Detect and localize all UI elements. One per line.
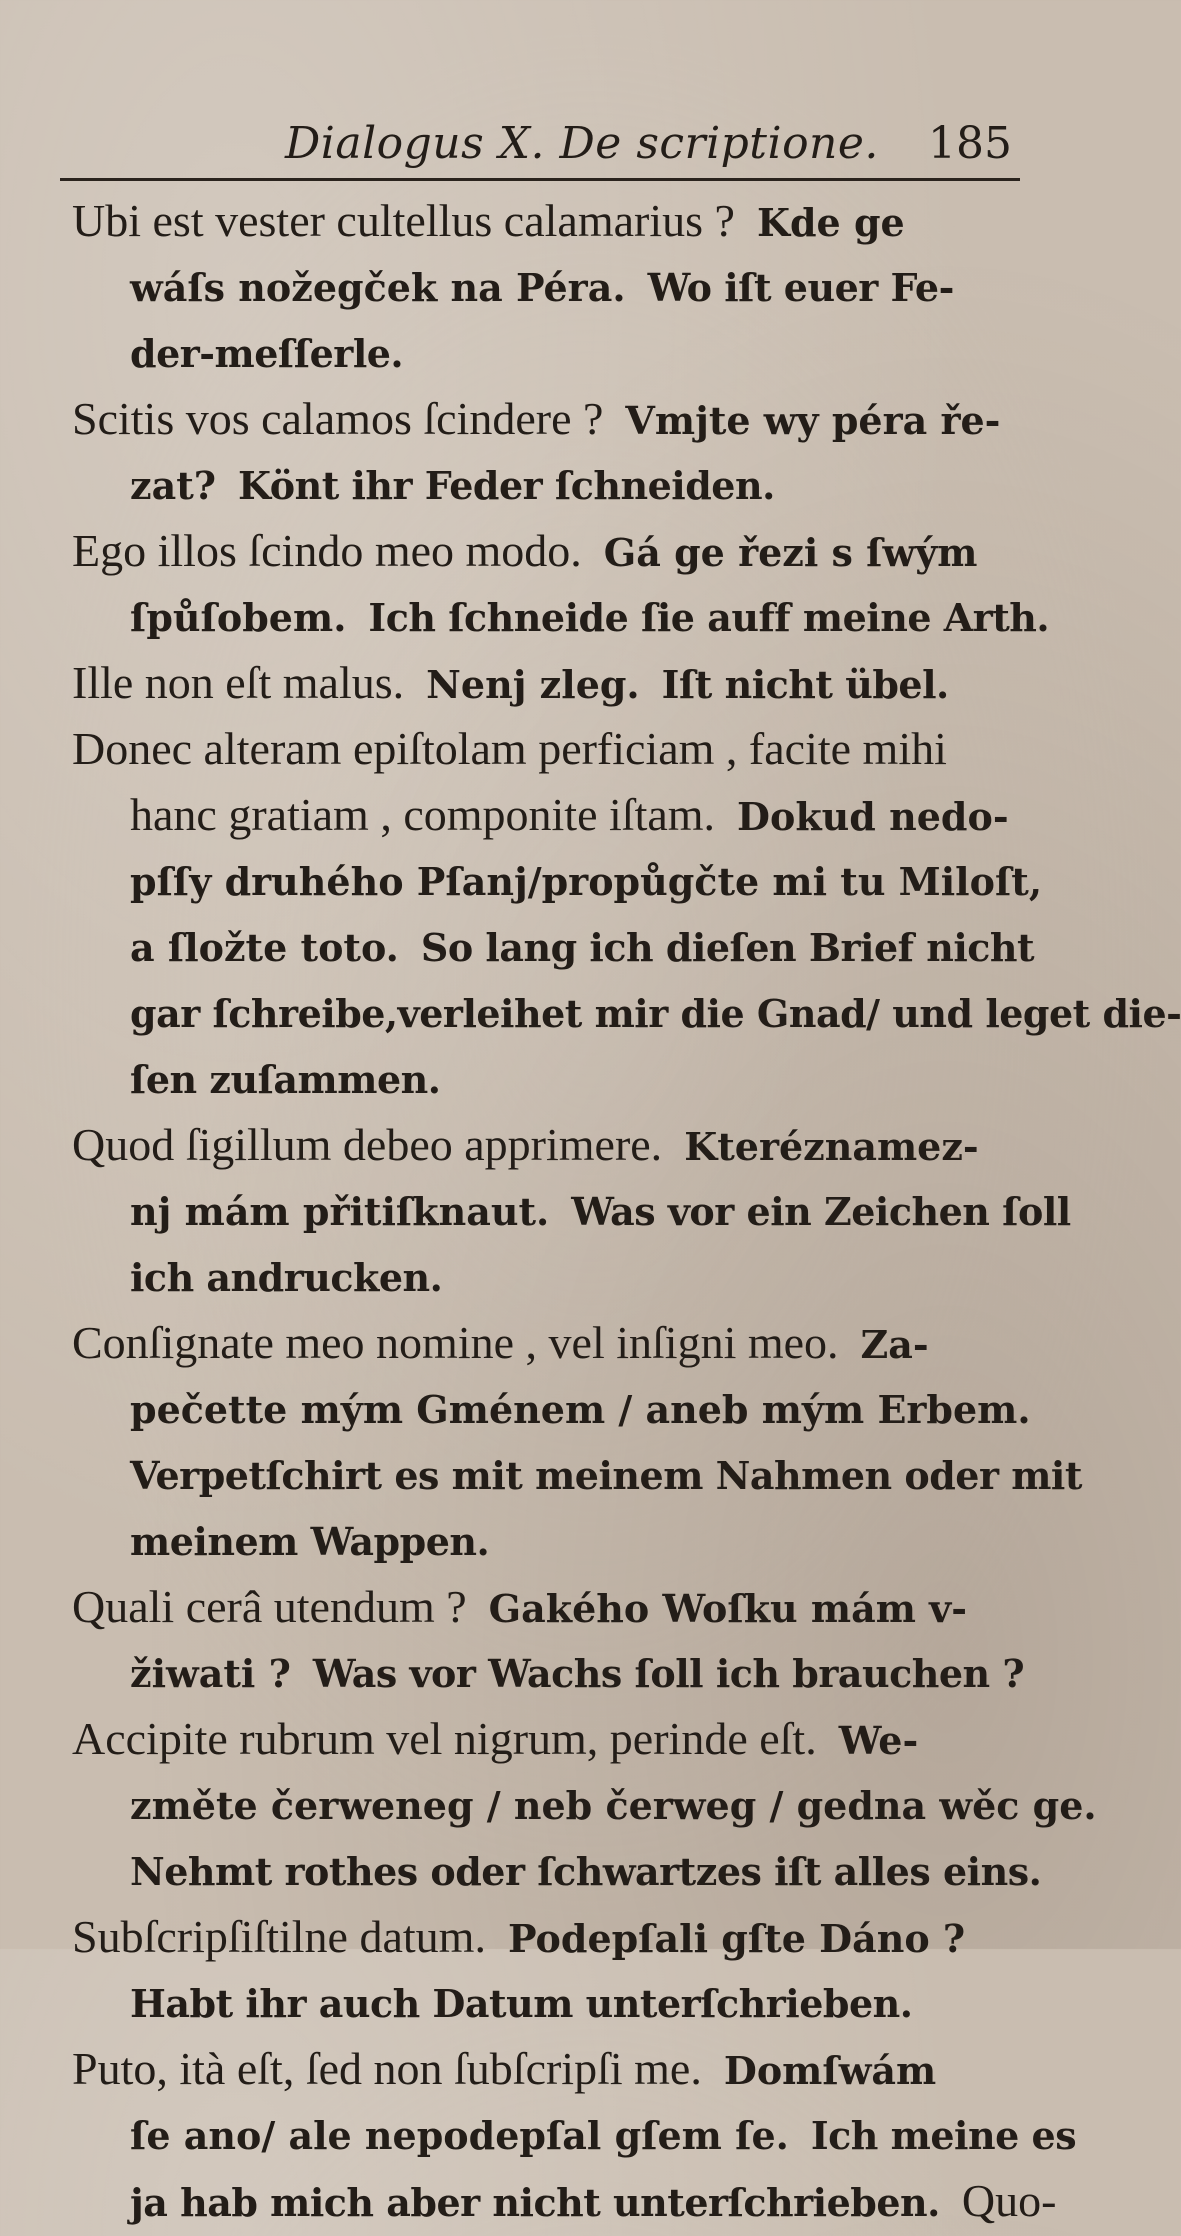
latin-phrase: Ille non eſt malus.	[72, 657, 405, 708]
german-phrase: Ich ſchneide ſie auff meine Arth.	[368, 595, 1050, 640]
latin-phrase: Ego illos ſcindo meo modo.	[72, 525, 582, 576]
dialogue-entry	[72, 1112, 1071, 1310]
latin-phrase: Ubi est vester cultellus calamarius ?	[72, 195, 735, 246]
latin-phrase: Conſignate meo nomine , vel inſigni meo.	[72, 1317, 839, 1368]
text-line	[72, 254, 1042, 320]
latin-phrase: Quod ſigillum debeo apprimere.	[72, 1119, 663, 1170]
text-line	[72, 584, 1050, 650]
text-line	[72, 518, 1042, 584]
text-line	[72, 848, 1042, 914]
german-phrase: ich andrucken.	[130, 1255, 443, 1300]
german-phrase: So lang ich dieſen Brief nicht	[420, 925, 1035, 970]
czech-phrase: nj mám přitiſknaut.	[130, 1189, 550, 1234]
german-phrase: Was vor ein Zeichen ſoll	[571, 1189, 1071, 1234]
dialogue-entry	[72, 386, 1042, 518]
text-line	[72, 1574, 1042, 1640]
dialogue-entry	[72, 188, 1042, 386]
dialogue-entry	[72, 2036, 1077, 2234]
text-line	[72, 716, 1042, 782]
dialogue-entry	[72, 1310, 1082, 1574]
german-phrase: Habt ihr auch Datum unterſchrieben.	[130, 1981, 913, 2026]
german-phrase: Was vor Wachs ſoll ich brauchen ?	[312, 1651, 1025, 1696]
text-line	[72, 2102, 1077, 2168]
german-phrase: Nehmt rothes oder ſchwartzes iſt alles eins.	[130, 1849, 1042, 1894]
german-phrase: gar ſchreibe,verleihet mir die Gnad/ und leget die-	[130, 991, 1181, 1036]
latin-phrase: hanc gratiam , componite iſtam.	[130, 789, 716, 840]
czech-phrase: Za-	[860, 1322, 929, 1367]
text-line	[72, 1376, 1042, 1442]
czech-phrase: Gakého Woſku mám v-	[488, 1586, 968, 1631]
text-line	[72, 1706, 1042, 1772]
text-line	[72, 2168, 1057, 2234]
text-line	[72, 2036, 1042, 2102]
text-line	[72, 1310, 1042, 1376]
text-line	[72, 782, 1042, 848]
czech-phrase: We-	[838, 1718, 919, 1763]
text-line	[72, 1442, 1082, 1508]
dialogue-entry	[72, 650, 1042, 716]
dialogue-entry	[72, 1904, 1042, 2036]
czech-phrase: Domſwám	[723, 2048, 937, 2093]
latin-phrase: Donec alteram epiſtolam perficiam , facite mihi	[72, 723, 947, 774]
dialogue-entry	[72, 1574, 1042, 1706]
latin-phrase: Quali cerâ utendum ?	[72, 1581, 467, 1632]
latin-phrase: Scitis vos calamos ſcindere ?	[72, 393, 604, 444]
text-line	[72, 1112, 1042, 1178]
german-phrase: Iſt nicht übel.	[661, 662, 949, 707]
text-line	[72, 650, 1042, 716]
czech-phrase: ſpůſobem.	[130, 595, 347, 640]
german-phrase: Könt ihr Feder ſchneiden.	[238, 463, 775, 508]
text-line	[72, 1838, 1042, 1904]
text-line	[72, 1244, 1042, 1310]
czech-phrase: wáſs nožegček na Péra.	[130, 265, 626, 310]
text-line	[72, 1904, 1042, 1970]
text-line	[72, 1970, 1042, 2036]
czech-phrase: Kteréznamez-	[684, 1124, 979, 1169]
dialogue-entry	[72, 716, 1181, 1112]
text-line	[72, 1178, 1071, 1244]
dialogue-entry	[72, 1706, 1097, 1904]
czech-phrase: ſe ano/ ale nepodepſal gſem ſe.	[130, 2113, 789, 2158]
page-header	[60, 118, 1020, 181]
text-line	[72, 452, 1042, 518]
czech-phrase: zat?	[130, 463, 217, 508]
czech-phrase: Kde ge	[756, 200, 905, 245]
czech-phrase: pſſy druhého Pſanj/propůgčte mi tu Miloſt,	[130, 859, 1043, 904]
german-phrase: ſen zuſammen.	[130, 1057, 441, 1102]
czech-phrase: Gá ge řezi s ſwým	[603, 530, 978, 575]
czech-phrase: změte čerweneg / neb čerweg / gedna wěc ge.	[130, 1783, 1097, 1828]
dialogue-entry	[72, 518, 1050, 650]
text-line	[72, 914, 1042, 980]
czech-phrase: Vmjte wy péra ře-	[625, 398, 1001, 443]
text-line	[72, 1046, 1042, 1112]
text-line	[72, 386, 1042, 452]
text-line	[72, 1772, 1097, 1838]
latin-phrase: Accipite rubrum vel nigrum, perinde eſt.	[72, 1713, 817, 1764]
text-line	[72, 980, 1181, 1046]
german-phrase: Ich meine es	[810, 2113, 1077, 2158]
text-line	[72, 188, 1042, 254]
latin-phrase: Quo-	[961, 2175, 1057, 2226]
latin-phrase: Subſcripſiſtilne datum.	[72, 1911, 486, 1962]
dialogue-text	[72, 188, 1181, 2234]
czech-phrase: žiwati ?	[130, 1651, 291, 1696]
german-phrase: Wo iſt euer Fe-	[647, 265, 954, 310]
german-phrase: Verpetſchirt es mit meinem Nahmen oder mit	[130, 1453, 1082, 1498]
running-title: Dialogus X. De scriptione.	[285, 118, 879, 169]
czech-phrase: pečette mým Gménem / aneb mým Erbem.	[130, 1387, 1031, 1432]
text-line	[72, 1640, 1042, 1706]
german-phrase: der-meſſerle.	[130, 331, 404, 376]
czech-phrase: Nenj zleg.	[426, 662, 640, 707]
latin-phrase: Puto, ità eſt, ſed non ſubſcripſi me.	[72, 2043, 702, 2094]
czech-phrase: Podepſali gſte Dáno ?	[507, 1916, 966, 1961]
german-phrase: meinem Wappen.	[130, 1519, 490, 1564]
czech-phrase: a ſložte toto.	[130, 925, 399, 970]
czech-phrase: Dokud nedo-	[737, 794, 1009, 839]
text-line	[72, 1508, 1042, 1574]
text-line	[72, 320, 1042, 386]
german-phrase: ja hab mich aber nicht unterſchrieben.	[130, 2180, 940, 2225]
page-number: 185	[928, 118, 1012, 169]
